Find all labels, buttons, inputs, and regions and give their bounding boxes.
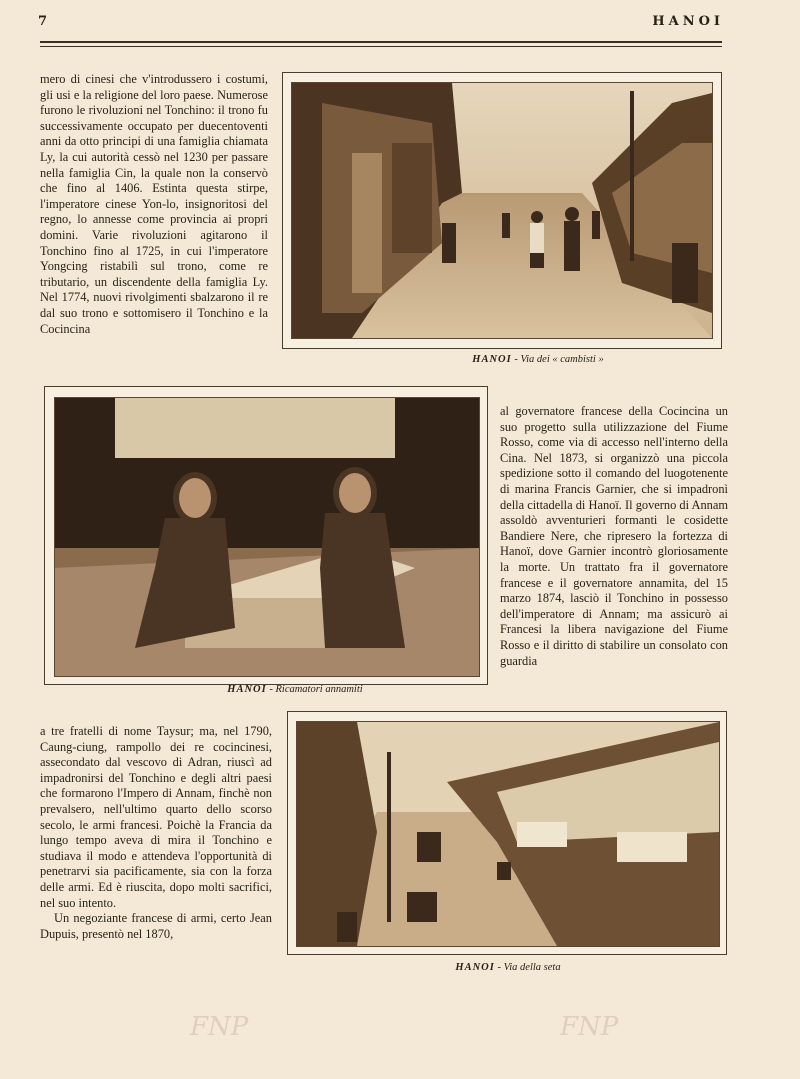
- paragraph: a tre fratelli di nome Taysur; ma, nel 1790, Caung-ciung, rampollo dei re cocincinesi, assecondato dal vescovo di Adran, riuscì ad impadronirsi del Tonchino e degli altri paesi che formarono l'Impero di Annam, finchè non prevalsero, nell'ultimo quarto dello scorso secolo, le armi francesi. Poichè la Francia da lungo tempo aveva di mira il Tonchino e studiava il modo e attendeva l'opportunità di penetrarvi sia pacificamente, sia con la forza delle armi. Ed è riuscita, dopo molti sacrifici, nel suo intento.: [40, 724, 272, 910]
- caption-place: HANOI: [227, 684, 267, 695]
- page-number: 7: [38, 14, 48, 29]
- silk-street-image: [296, 721, 720, 947]
- embroiderers-illustration: [55, 398, 479, 676]
- photo-caption: HANOI - Via dei « cambisti »: [472, 354, 604, 365]
- column-2-text: [500, 404, 728, 704]
- column-3-text: [40, 724, 272, 980]
- caption-text: Ricamatori annamiti: [275, 684, 363, 695]
- street-image: [291, 82, 713, 339]
- photo-silk-street: [287, 711, 727, 973]
- paragraph: al governatore francese della Cocincina un suo progetto sulla utilizzazione del Fiume Rosso, come via di accesso nell'interno della Cina. Nel 1873, si organizzò una piccola spedizione sotto il comando del luogotenente di marina Francis Garnier, che si impadronì della cittadella di Hanoï. Il governo di Annam assoldò avventurieri formanti le cosidette Bandiere Nere, che ripresero la fortezza di Hanoï, dove Garnier incontrò gloriosamente la morte. Un trattato fra il governatore francese e il governatore annamita, del 15 marzo 1874, lasciò il Tonchino in possesso dell'imperatore di Annam; ma assicurò ai Francesi la libera navigazione del Fiume Rosso e il diritto di stabilire un consolato con guardia: [500, 404, 728, 668]
- caption-text: Via dei « cambisti »: [520, 354, 604, 365]
- embroiderers-image: [54, 397, 480, 677]
- paragraph: mero di cinesi che v'introdussero i costumi, gli usi e la religione del loro paese. Numerose furono le rivoluzioni nel Tonchino: il trono fu successivamente occupato per duecentoventi anni da otto principi di una famiglia chiamata Ly, la cui autorità cessò nel 1230 per passare nella famiglia Cin, la quale non la conservò che fino al 1406. Estinta questa stirpe, l'imperatore cinese Yon-lo, insignoritosi del regno, lo annesse come provincia ai propri domini. Varie rivoluzioni agitarono il Tonchino fino al 1725, in cui l'imperatore Yongcing ristabilì sul trono, come re tributario, un discendente della famiglia Ly. Nel 1774, nuovi rivolgimenti sbalzarono il re dal suo trono e sottomisero il Tonchino e la Cocincina: [40, 72, 268, 336]
- photo-caption: HANOI - Via della seta: [455, 962, 561, 973]
- watermark: FNP: [560, 1012, 619, 1042]
- running-head: HANOI: [652, 14, 724, 29]
- silk-street-illustration: [297, 722, 719, 946]
- watermark: FNP: [190, 1012, 249, 1042]
- header-rule: [40, 41, 722, 47]
- caption-place: HANOI: [455, 962, 495, 973]
- photo-street-cambisti: [282, 72, 722, 365]
- column-1-text: [40, 72, 268, 372]
- caption-place: HANOI: [472, 354, 512, 365]
- street-illustration: [292, 83, 712, 338]
- caption-text: Via della seta: [503, 962, 561, 973]
- paragraph: Un negoziante francese di armi, certo Jean Dupuis, presentò nel 1870,: [40, 911, 272, 941]
- photo-caption: HANOI - Ricamatori annamiti: [227, 684, 363, 695]
- photo-embroiderers: [44, 386, 488, 695]
